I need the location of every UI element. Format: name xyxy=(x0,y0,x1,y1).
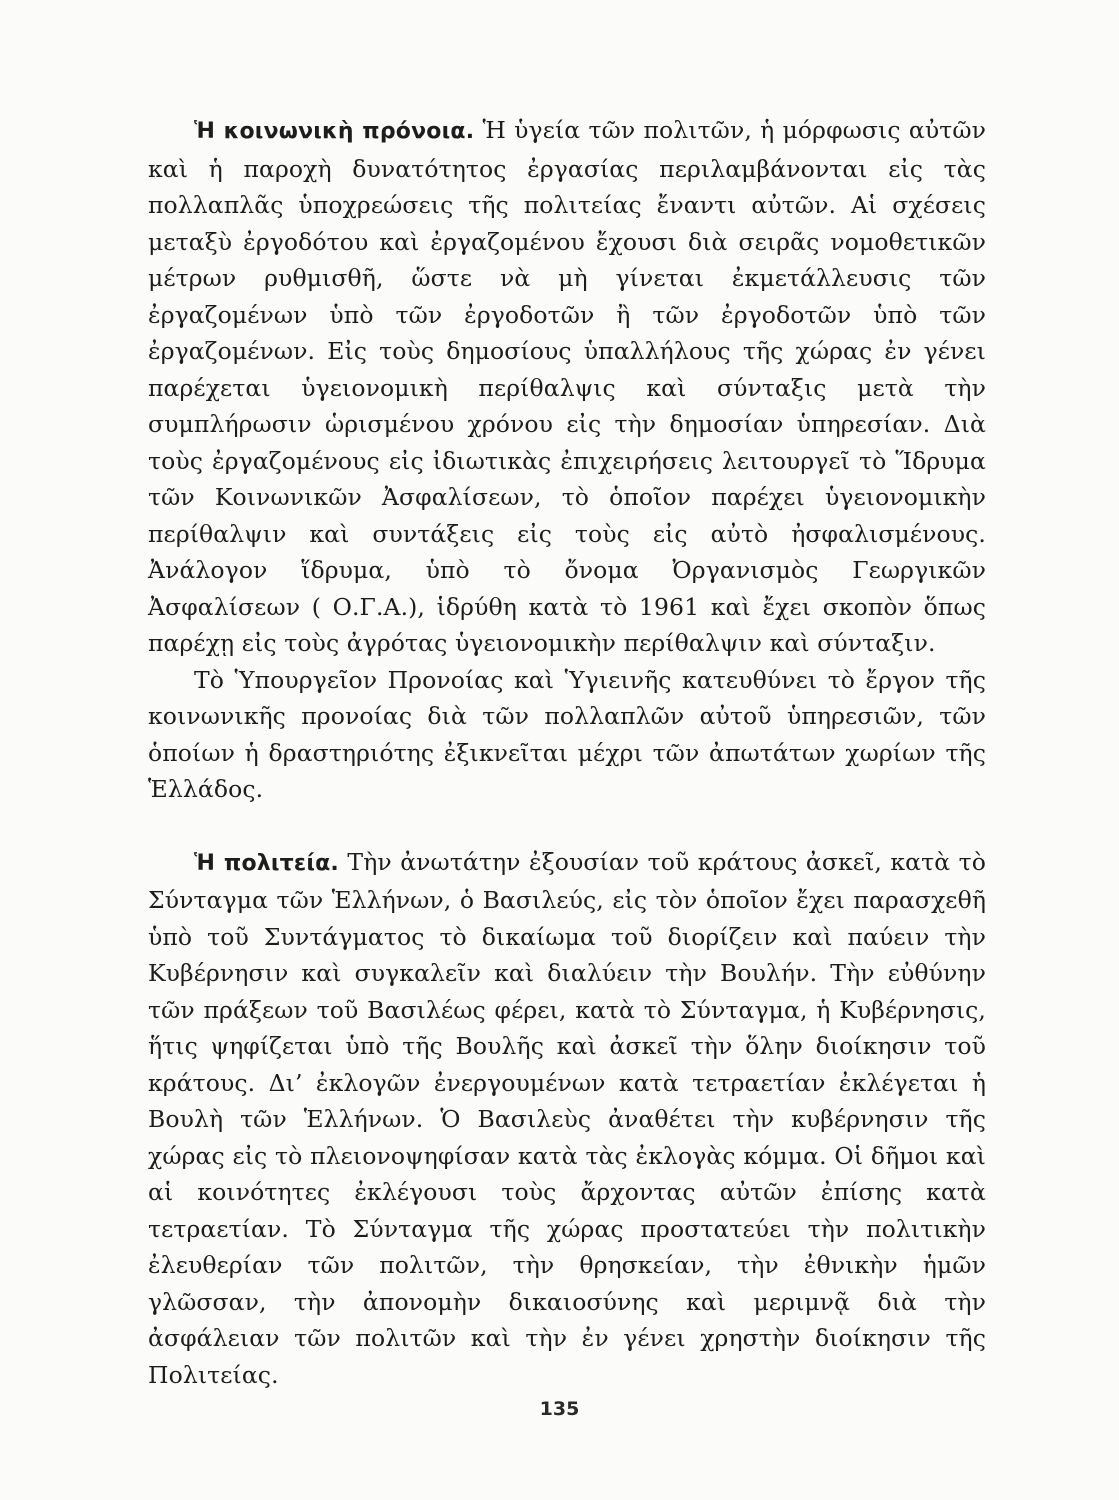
paragraph-text: Ἡ ὑγεία τῶν πολιτῶν, ἡ μόρφωσις αὐτῶν καὶ ἡ παροχὴ δυνατότητος ἐργασίας περιλαμβάνονται εἰς τὰς πολλαπλᾶς ὑποχρεώσεις τῆς πολιτείας ἔναντι αὐτῶν. Αἱ σχέσεις μεταξὺ ἐργοδότου καὶ ἐργαζομένου ἔχουσι διὰ σειρᾶς νομοθετικῶν μέτρων ρυθμισθῆ, ὥστε νὰ μὴ γίνεται ἐκμετάλλευσις τῶν ἐργαζομένων ὑπὸ τῶν ἐργοδοτῶν ἢ τῶν ἐργοδοτῶν ὑπὸ τῶν ἐργαζομένων. Εἰς τοὺς δημοσίους ὑπαλλήλους τῆς χώρας ἐν γένει παρέχεται ὑγειονομικὴ περίθαλψις καὶ σύνταξις μετὰ τὴν συμπλήρωσιν ὡρισμένου χρόνου εἰς τὴν δημοσίαν ὑπηρεσίαν. Διὰ τοὺς ἐργαζομένους εἰς ἰδιωτικὰς ἐπιχειρήσεις λειτουργεῖ τὸ Ἵδρυμα τῶν Κοινωνικῶν Ἀσφαλίσεων, τὸ ὁποῖον παρέχει ὑγειονομικὴν περίθαλψιν καὶ συντάξεις εἰς τοὺς εἰς αὐτὸ ἠσφαλισμένους. Ἀνάλογον ἵδρυμα, ὑπὸ τὸ ὄνομα Ὀργανισμὸς Γεωργικῶν Ἀσφαλίσεων ( Ο.Γ.Α.), ἱδρύθη κατὰ τὸ 1961 καὶ ἔχει σκοπὸν ὅπως παρέχῃ εἰς τοὺς ἀγρότας ὑγειονομικὴν περίθαλψιν καὶ σύνταξιν. xyxy=(148,116,986,657)
paragraph-state xyxy=(148,844,986,1394)
paragraph-ministry: Τὸ Ὑπουργεῖον Προνοίας καὶ Ὑγιεινῆς κατευθύνει τὸ ἔργον τῆς κοινωνικῆς προνοίας διὰ τῶν πολλαπλῶν αὐτοῦ ὑπηρεσιῶν, τῶν ὁποίων ἡ δραστηριότης ἐξικνεῖται μέχρι τῶν ἀπωτάτων χωρίων τῆς Ἑλλάδος. xyxy=(148,665,986,803)
page-body xyxy=(148,112,986,1393)
section-spacer xyxy=(148,808,986,844)
paragraph-social-welfare xyxy=(148,112,986,662)
section-heading-state: Ἡ πολιτεία. xyxy=(194,850,339,876)
page-number: 135 xyxy=(539,1398,580,1420)
paragraph-text: Τὴν ἀνωτάτην ἐξουσίαν τοῦ κράτους ἀσκεῖ, κατὰ τὸ Σύνταγμα τῶν Ἑλλήνων, ὁ Βασιλεύς, εἰς τὸν ὁποῖον ἔχει παρασχεθῆ ὑπὸ τοῦ Συντάγματος τὸ δικαίωμα τοῦ διορίζειν καὶ παύειν τὴν Κυβέρνησιν καὶ συγκαλεῖν καὶ διαλύειν τὴν Βουλήν. Τὴν εὐθύνην τῶν πράξεων τοῦ Βασιλέως φέρει, κατὰ τὸ Σύνταγμα, ἡ Κυβέρνησις, ἥτις ψηφίζεται ὑπὸ τῆς Βουλῆς καὶ ἀσκεῖ τὴν ὅλην διοίκησιν τοῦ κράτους. Δι’ ἐκλογῶν ἐνεργουμένων κατὰ τετραετίαν ἐκλέγεται ἡ Βουλὴ τῶν Ἑλλήνων. Ὁ Βασιλεὺς ἀναθέτει τὴν κυβέρνησιν τῆς χώρας εἰς τὸ πλειονοψηφίσαν κατὰ τὰς ἐκλογὰς κόμμα. Οἱ δῆμοι καὶ αἱ κοινότητες ἐκλέγουσι τοὺς ἄρχοντας αὐτῶν ἐπίσης κατὰ τετραετίαν. Τὸ Σύνταγμα τῆς χώρας προστατεύει τὴν πολιτικὴν ἐλευθερίαν τῶν πολιτῶν, τὴν θρησκείαν, τὴν ἐθνικὴν ἡμῶν γλῶσσαν, τὴν ἀπονομὴν δικαιοσύνης καὶ μεριμνᾷ διὰ τὴν ἀσφάλειαν τῶν πολιτῶν καὶ τὴν ἐν γένει χρηστὴν διοίκησιν τῆς Πολιτείας. xyxy=(148,847,986,1389)
section-heading-social-welfare: Ἡ κοινωνικὴ πρόνοια. xyxy=(194,119,475,144)
